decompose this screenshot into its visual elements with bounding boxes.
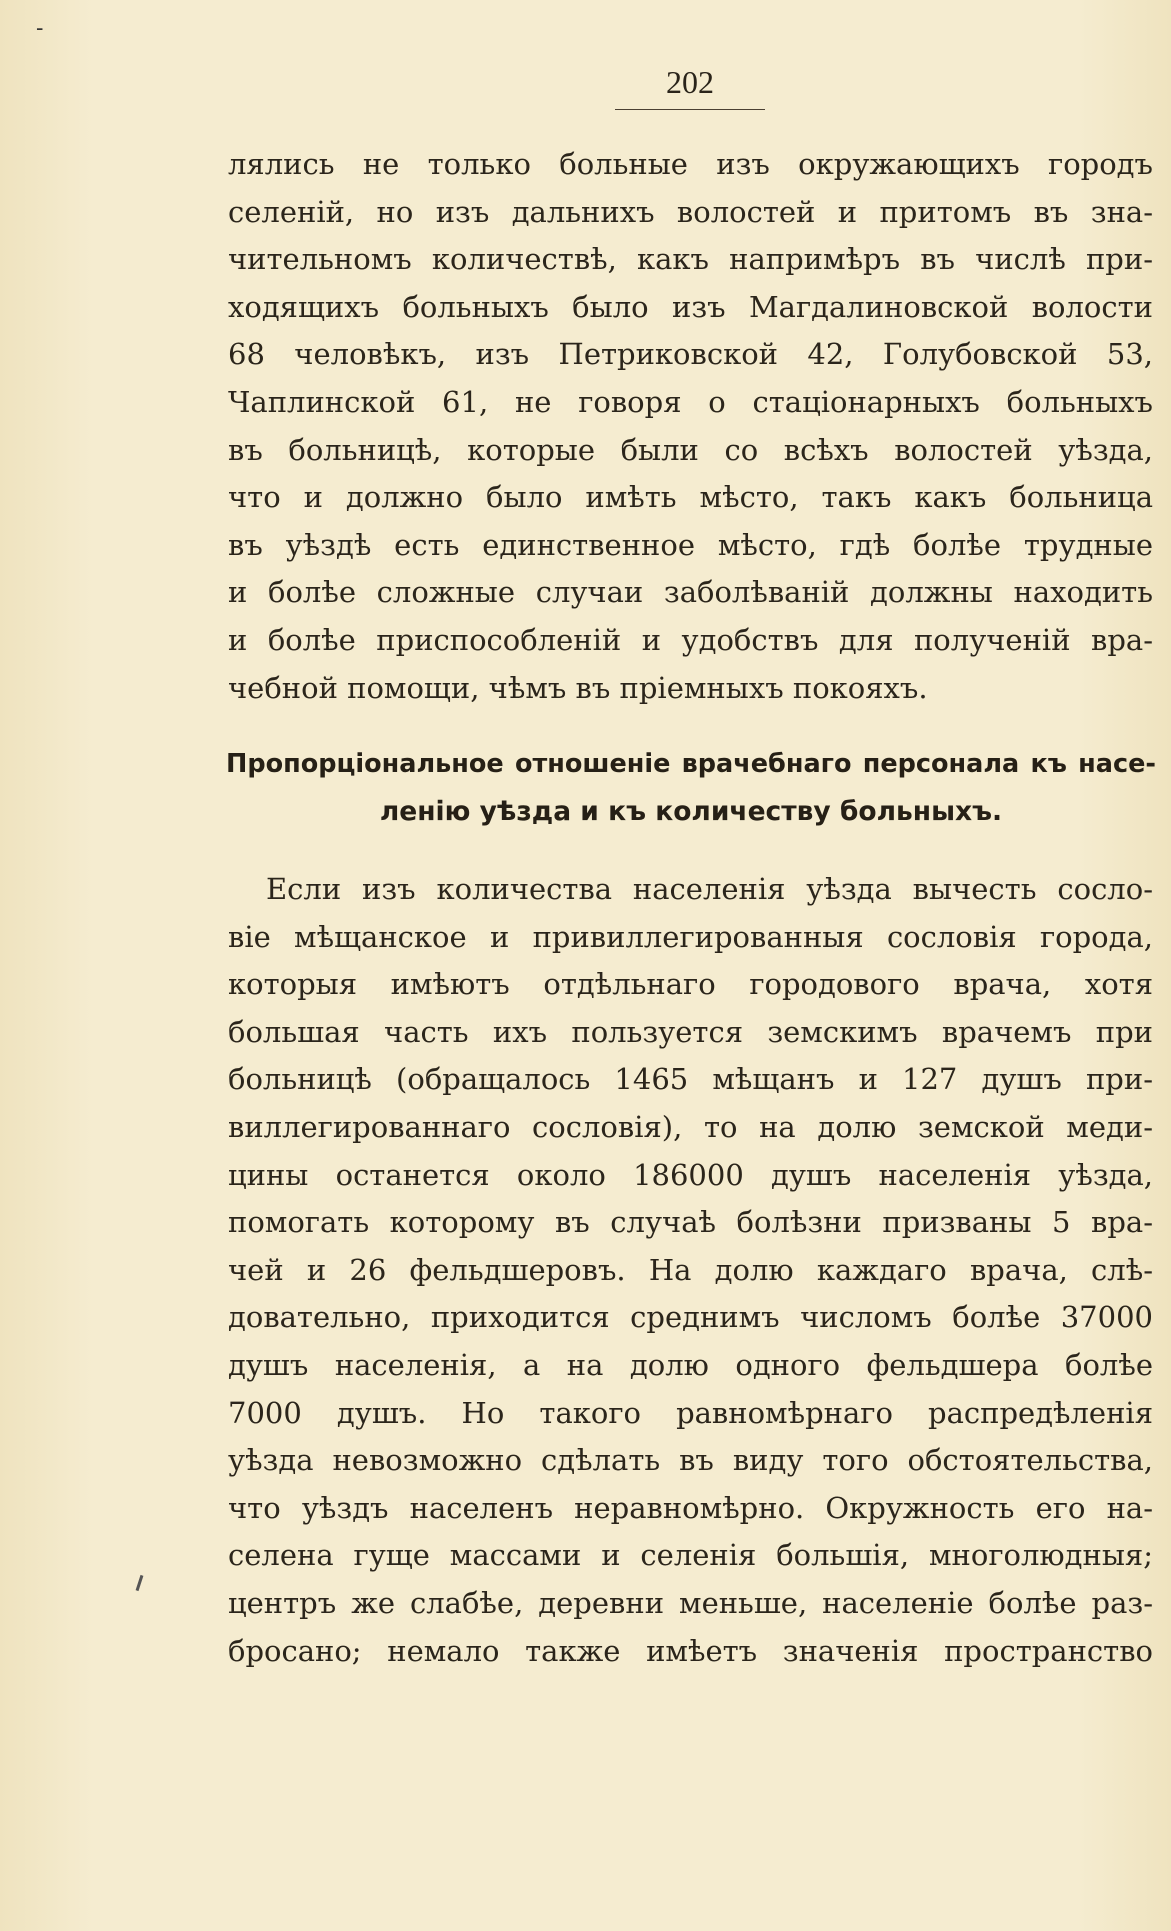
margin-mark (136, 1575, 144, 1591)
page-number-rule (615, 109, 765, 110)
text-line: которыя имѣютъ отдѣльнаго городового врача, хотя (228, 967, 1153, 1002)
text-line: больницѣ (обращалось 1465 мѣщанъ и 127 душъ при- (228, 1062, 1153, 1097)
text-line: довательно, приходится среднимъ числомъ болѣе 37000 (228, 1300, 1153, 1335)
text-line: что уѣздъ населенъ неравномѣрно. Окружность его на- (228, 1490, 1153, 1525)
text-line: ходящихъ больныхъ было изъ Магдалиновской волости (228, 289, 1153, 324)
paragraph-continuation (228, 141, 1153, 712)
text-line: 68 человѣкъ, изъ Петриковской 42, Голубовской 53, (228, 337, 1153, 372)
section-heading-line: Пропорціональное отношеніе врачебнаго персонала къ насе- (226, 749, 1156, 779)
text-line: въ больницѣ, которые были со всѣхъ волостей уѣзда, (228, 432, 1153, 467)
text-line: цины останется около 186000 душъ населенія уѣзда, (228, 1157, 1153, 1192)
text-line: Если изъ количества населенія уѣзда вычесть сосло- (266, 872, 1153, 906)
text-line: лялись не только больные изъ окружающихъ городъ (228, 147, 1153, 181)
text-line: и болѣе сложные случаи заболѣваній должны находить (228, 575, 1153, 610)
section-heading-line: ленію уѣзда и къ количеству больныхъ. (379, 796, 1003, 827)
text-line: чебной помощи, чѣмъ въ пріемныхъ покояхъ. (228, 670, 928, 705)
text-line: віе мѣщанское и привиллегированныя сословія города, (228, 919, 1153, 954)
paragraph (228, 866, 1153, 1675)
text-line: виллегированнаго сословія), то на долю земской меди- (228, 1109, 1153, 1144)
section-heading (226, 740, 1156, 836)
text-line: большая часть ихъ пользуется земскимъ врачемъ при (228, 1014, 1153, 1049)
text-line: селеній, но изъ дальнихъ волостей и притомъ въ зна- (228, 194, 1153, 229)
text-line: въ уѣздѣ есть единственное мѣсто, гдѣ болѣе трудные (228, 527, 1153, 562)
text-line: уѣзда невозможно сдѣлать въ виду того обстоятельства, (228, 1443, 1153, 1478)
text-line: 7000 душъ. Но такого равномѣрнаго распредѣленія (228, 1395, 1153, 1430)
text-line: центръ же слабѣе, деревни меньше, населеніе болѣе раз- (228, 1585, 1153, 1620)
corner-mark: - (36, 16, 44, 41)
text-line: Чаплинской 61, не говоря о стаціонарныхъ больныхъ (228, 384, 1153, 419)
text-line: бросано; немало также имѣетъ значенія пространство (228, 1633, 1153, 1668)
page-number: 202 (666, 64, 714, 100)
text-line: помогать которому въ случаѣ болѣзни призваны 5 вра- (228, 1205, 1153, 1240)
text-line: чительномъ количествѣ, какъ напримѣръ въ числѣ при- (228, 242, 1153, 277)
text-line: чей и 26 фельдшеровъ. На долю каждаго врача, слѣ- (228, 1252, 1153, 1287)
text-line: и болѣе приспособленій и удобствъ для полученій вра- (228, 622, 1153, 657)
text-line: что и должно было имѣть мѣсто, такъ какъ больница (228, 480, 1153, 515)
text-line: селена гуще массами и селенія большія, многолюдныя; (228, 1538, 1153, 1573)
text-line: душъ населенія, а на долю одного фельдшера болѣе (228, 1347, 1153, 1382)
